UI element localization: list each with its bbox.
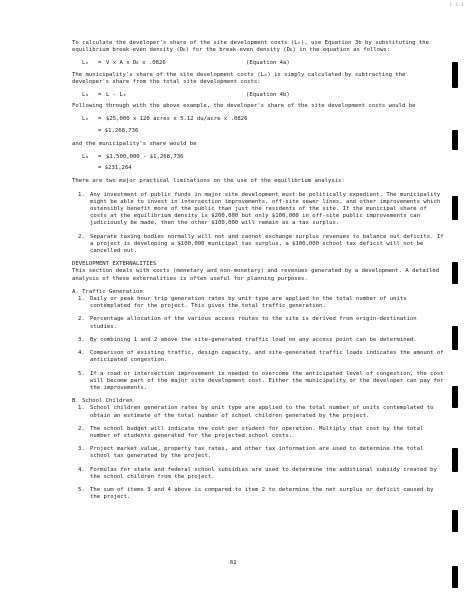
equation-lhs: Lₑ — [82, 116, 89, 123]
section-intro: This section deals with costs (monetary and non-monetary) and revenues generated by a development. A detailed analysis of these externalities is often useful for planning purposes. — [72, 268, 440, 282]
equation-equals: = — [98, 154, 102, 161]
list-item — [78, 426, 444, 440]
item-text: If a road or intersection improvement is needed to overcome the anticipated level of congestion, the cost will become part of the major site development cost. Either the municipality or the developer can pay for the improvements. — [90, 370, 444, 391]
item-number: 5. — [78, 370, 85, 377]
item-number: 1. — [78, 405, 85, 412]
edge-mark — [452, 196, 458, 220]
intro-paragraph: To calculate the developer's share of the site development costs (Lₑ), use Equation 3b by substituting the equilibrium break-even density (Dᴇ) for the break-even density (Dᴇ) in the equation as follows: — [72, 40, 429, 54]
item-text: Daily or peak hour trip generation rates by unit type are applied to the total number of units contemplated for the project. This gives the total traffic generation. — [90, 296, 407, 310]
list-item — [78, 316, 444, 330]
list-item — [78, 192, 444, 228]
item-text: School children generation rates by unit type are applied to the total number of units contemplated to obtain an estimate of the total number of school children generated by the project. — [90, 405, 434, 419]
equation-expression: L - Lₑ — [106, 92, 127, 99]
list-item — [78, 234, 444, 256]
item-number: 2. — [78, 425, 85, 432]
equation-4b — [82, 92, 444, 99]
document-page — [72, 40, 444, 507]
equation-equals: = — [98, 60, 102, 67]
item-number: 2. — [78, 233, 85, 240]
item-number: 5. — [78, 486, 85, 493]
equation-expression: V x A x Dᴇ x .0826 — [106, 60, 166, 67]
list-item — [78, 405, 444, 419]
municipal-share-lead: and the municipality's share would be — [72, 140, 197, 147]
item-number: 1. — [78, 296, 85, 303]
limitations-list — [72, 192, 444, 256]
item-text: Formulas for state and federal school subsidies are used to determine the additional subsidy created by the school children from the project. — [90, 466, 437, 480]
equation-equals: = — [98, 116, 102, 123]
municipal-share-paragraph: The municipality's share of the site development costs (Lₘ) is simply calculated by subtracting the developer's share from the total site development costs: — [72, 71, 406, 85]
section-heading: DEVELOPMENT EXTERNALITIES — [72, 261, 157, 268]
list-item — [78, 371, 444, 393]
item-text: Any investment of public funds in major site development must be politically expedient. The municipality might be able to invest in intersection improvements, off-site sewer lines, and other improvements which ostensibly benefit more of the public than just the residents of the site. If the municipal share of costs at the equilibrium density is $200,000 but only $100,000 in off-site public improvements can judiciously be made, then the other $100,000 will remain as a tax surplus. — [90, 191, 441, 227]
example-municipal-share — [82, 154, 444, 161]
list-item — [78, 337, 444, 344]
item-number: 3. — [78, 446, 85, 453]
corner-mark: 1-3-4 — [449, 2, 464, 7]
example-paragraph: Following through with the above example, the developer's share of the site development costs would be — [72, 103, 416, 110]
item-number: 4. — [78, 466, 85, 473]
traffic-list — [72, 296, 444, 392]
edge-mark — [452, 510, 458, 532]
equation-expression: $1,500,000 - $1,268,736 — [106, 154, 184, 161]
school-list — [72, 405, 444, 501]
item-text: Separate taxing bodies normally will not and cannot exchange surplus revenues to balance out deficits. If a project is developing a $100,000 municipal tax surplus, a $100,000 school tax deficit will not be cancelled out. — [90, 233, 444, 255]
equation-equals: = — [98, 92, 102, 99]
item-text: The sum of items 3 and 4 above is compared to item 2 to determine the net surplus or deficit caused by the project. — [90, 486, 434, 501]
equation-lhs: Lₘ — [82, 154, 89, 161]
item-text: Percentage allocation of the various access routes to the site is derived from origin-destination studies. — [90, 316, 417, 330]
example-developer-share — [82, 116, 444, 123]
list-item — [78, 467, 444, 481]
example-developer-result: = $1,268,736 — [98, 127, 139, 134]
item-text: Project market value, property tax rates, and other tax information are used to determine the total school tax generated by the project. — [90, 446, 424, 460]
edge-mark — [452, 386, 458, 408]
list-item — [78, 296, 444, 310]
example-municipal-result: = $231,264 — [98, 165, 132, 172]
list-item — [78, 487, 444, 501]
list-item — [78, 446, 444, 460]
item-text: The school budget will indicate the cost per student for operation. Multiply that cost by the total number of students generated for the projected school costs. — [90, 425, 424, 439]
edge-mark — [452, 448, 458, 472]
item-number: 1. — [78, 191, 85, 198]
item-text: Comparison of existing traffic, design capacity, and site-generated traffic loads indicates the amount of anticipated congestion. — [90, 350, 444, 364]
equation-4a — [82, 60, 444, 67]
equation-tag: (Equation 4a) — [246, 60, 290, 67]
list-item — [78, 350, 444, 364]
edge-mark — [452, 262, 458, 284]
edge-mark — [452, 566, 458, 588]
item-text: By combining 1 and 2 above the site-generated traffic load on any access point can be determined. — [90, 336, 417, 343]
edge-mark — [452, 130, 458, 150]
edge-mark — [452, 326, 458, 350]
item-number: 3. — [78, 336, 85, 343]
edge-mark — [452, 62, 458, 88]
equation-expression: $25,000 x 120 acres x 5.12 du/acre x .0826 — [106, 116, 248, 123]
equation-lhs: Lₑ — [82, 60, 89, 67]
subsection-heading-school: B. School Children — [72, 398, 133, 405]
page-number: 62 — [230, 560, 237, 566]
limitations-lead: There are two major practical limitations on the use of the equilibrium analysis: — [72, 178, 345, 185]
equation-tag: (Equation 4b) — [246, 92, 290, 99]
item-number: 4. — [78, 350, 85, 357]
subsection-heading-traffic: A. Traffic Generation — [72, 288, 143, 295]
item-number: 2. — [78, 316, 85, 323]
equation-lhs: Lₘ — [82, 92, 89, 99]
